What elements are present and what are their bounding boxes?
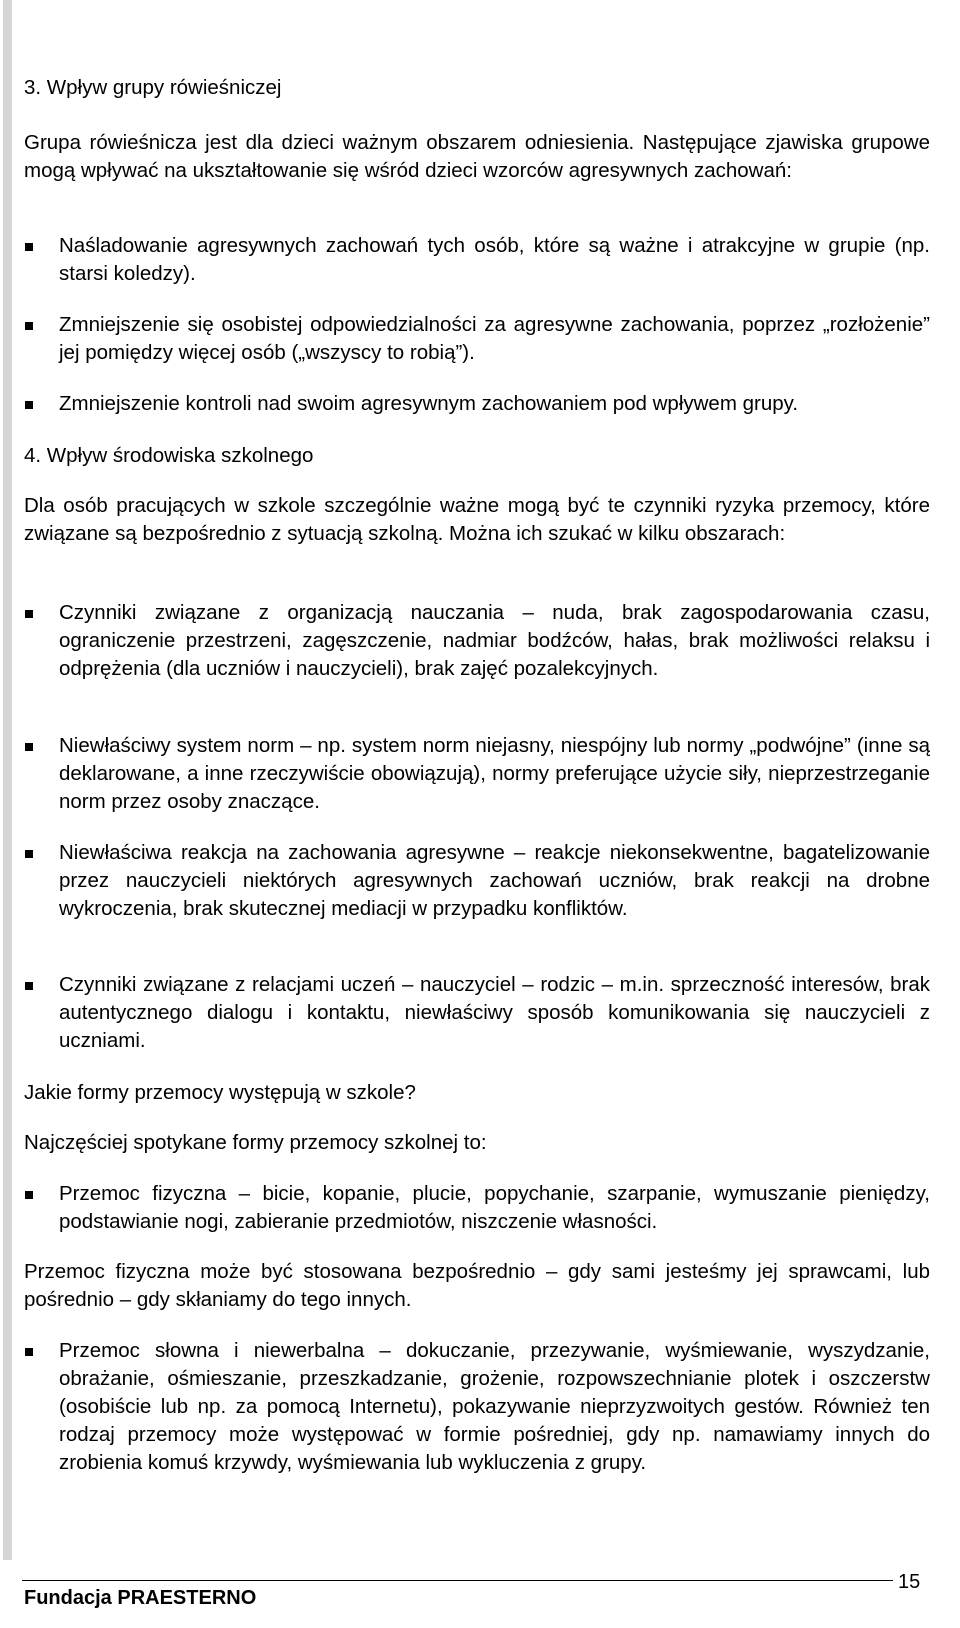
section-4-heading: 4. Wpływ środowiska szkolnego	[24, 444, 314, 467]
forms-intro: Najczęściej spotykane formy przemocy szkolnej to:	[24, 1131, 487, 1154]
list-item-text: Czynniki związane z relacjami uczeń – nauczyciel – rodzic – m.in. sprzeczność interesów, brak autentycznego dialogu i kontaktu, niewłaściwy sposób komunikowania się nauczycieli z uczniami.	[59, 973, 930, 1052]
section-3-heading: 3. Wpływ grupy rówieśniczej	[24, 76, 282, 99]
section-4-intro: Dla osób pracujących w szkole szczególnie ważne mogą być te czynniki ryzyka przemocy, które związane są bezpośrednio z sytuacją szkolną. Można ich szukać w kilku obszarach:	[24, 494, 930, 545]
square-bullet-icon	[25, 1348, 33, 1356]
list-item-text: Niewłaściwa reakcja na zachowania agresywne – reakcje niekonsekwentne, bagatelizowanie przez nauczycieli niektórych agresywnych zachowań uczniów, brak reakcji na drobne wykroczenia, brak skutecznej mediacji w przypadku konfliktów.	[59, 841, 930, 920]
footer-organization: Fundacja PRAESTERNO	[24, 1587, 257, 1609]
footer-divider	[22, 1580, 893, 1581]
section-3-intro: Grupa rówieśnicza jest dla dzieci ważnym obszarem odniesienia. Następujące zjawiska grupowe mogą wpływać na ukształtowanie się wśród dzieci wzorców agresywnych zachowań:	[24, 131, 930, 182]
square-bullet-icon	[25, 401, 33, 409]
list-item-text: Zmniejszenie kontroli nad swoim agresywnym zachowaniem pod wpływem grupy.	[59, 392, 799, 415]
square-bullet-icon	[25, 850, 33, 858]
page-number: 15	[898, 1571, 921, 1593]
list-item-text: Niewłaściwy system norm – np. system norm niejasny, niespójny lub normy „podwójne” (inne są deklarowane, a inne rzeczywiście obowiązują), normy preferujące użycie siły, nieprzestrzeganie norm przez osoby znaczące.	[59, 734, 930, 813]
square-bullet-icon	[25, 243, 33, 251]
square-bullet-icon	[25, 610, 33, 618]
square-bullet-icon	[25, 322, 33, 330]
question-text: Jakie formy przemocy występują w szkole?	[24, 1081, 416, 1104]
physical-violence-note: Przemoc fizyczna może być stosowana bezpośrednio – gdy sami jesteśmy jej sprawcami, lub pośrednio – gdy skłaniamy do tego innych.	[24, 1260, 930, 1311]
list-item-text: Naśladowanie agresywnych zachowań tych osób, które są ważne i atrakcyjne w grupie (np. starsi koledzy).	[59, 234, 930, 285]
list-item-text: Zmniejszenie się osobistej odpowiedzialności za agresywne zachowania, poprzez „rozłożenie” jej pomiędzy więcej osób („wszyscy to robią”).	[59, 313, 930, 364]
square-bullet-icon	[25, 743, 33, 751]
list-item-text: Przemoc fizyczna – bicie, kopanie, plucie, popychanie, szarpanie, wymuszanie pieniędzy, podstawianie nogi, zabieranie przedmiotów, niszczenie własności.	[59, 1182, 930, 1233]
list-item-text: Czynniki związane z organizacją nauczania – nuda, brak zagospodarowania czasu, ograniczenie przestrzeni, zagęszczenie, nadmiar bodźców, hałas, brak możliwości relaksu i odprężenia (dla uczniów i nauczycieli), brak zajęć pozalekcyjnych.	[59, 601, 930, 680]
square-bullet-icon	[25, 982, 33, 990]
left-margin-rule	[3, 0, 12, 1560]
square-bullet-icon	[25, 1191, 33, 1199]
list-item-text: Przemoc słowna i niewerbalna – dokuczanie, przezywanie, wyśmiewanie, wyszydzanie, obrażanie, ośmieszanie, przeszkadzanie, grożenie, rozpowszechnianie plotek i oszczerstw (osobiście lub np. za pomocą Internetu), pokazywanie nieprzyzwoitych gestów. Również ten rodzaj przemocy może występować w formie pośredniej, gdy np. namawiamy innych do zrobienia komuś krzywdy, wyśmiewania lub wykluczenia z grupy.	[59, 1339, 930, 1474]
